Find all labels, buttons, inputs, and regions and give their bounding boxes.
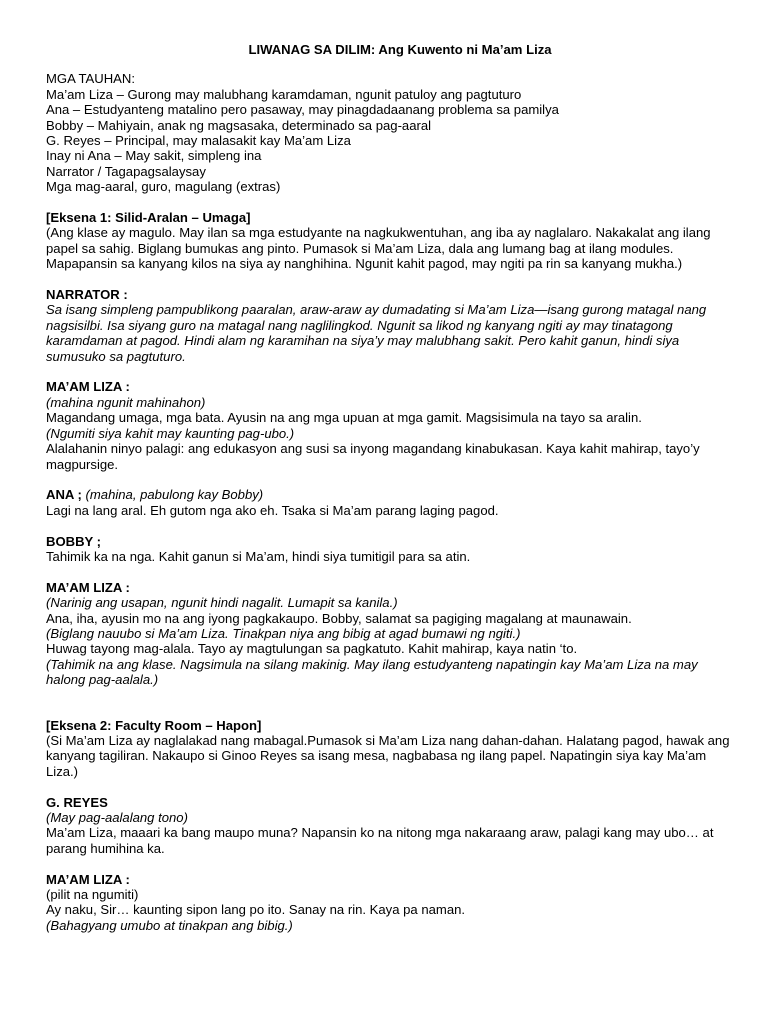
cast-item: Ma’am Liza – Gurong may malubhang karamdaman, ngunit patuloy ang pagtuturo [46, 86, 522, 102]
dialogue-line: Magandang umaga, mga bata. Ayusin na ang mga upuan at mga gamit. Magsisimula na tayo sa aralin. [46, 410, 642, 426]
dialogue-line: Lagi na lang aral. Eh gutom nga ako eh. Tsaka si Ma’am parang laging pagod. [46, 502, 499, 518]
cast-item: Bobby – Mahiyain, anak ng magsasaka, determinado sa pag-aaral [46, 117, 432, 133]
cast-item: G. Reyes – Principal, may malasakit kay Ma’am Liza [46, 133, 351, 149]
scene-heading: [Eksena 1: Silid-Aralan – Umaga] [46, 210, 251, 226]
scene-heading: [Eksena 2: Faculty Room – Hapon] [46, 717, 262, 733]
dialogue-line: Tahimik ka na nga. Kahit ganun si Ma’am, hindi siya tumitigil para sa atin. [46, 548, 471, 564]
dialogue-line: Ma’am Liza, maaari ka bang maupo muna? Napansin ko na nitong mga nakaraang araw, palagi kang may ubo… at parang humihina ka. [46, 825, 714, 856]
speaker-name: MA’AM LIZA : [46, 871, 130, 887]
cast-item: Ana – Estudyanteng matalino pero pasaway, may pinagdadaanang problema sa pamilya [46, 102, 559, 118]
speaker-name: MA’AM LIZA : [46, 579, 130, 595]
stage-direction: (Si Ma’am Liza ay naglalakad nang mabagal.Pumasok si Ma’am Liza nang dahan-dahan. Halatang pagod, hawak ang kanyang tagiliran. Nakaupo si Ginoo Reyes sa isang mesa, nagbabasa ng ilang papel. Napatingin siya kay Ma’am Liza.) [46, 732, 730, 779]
bobby-dialogue-1 [46, 534, 736, 565]
speaker-name: BOBBY ; [46, 533, 102, 549]
stage-direction: (mahina, pabulong kay Bobby) [85, 487, 264, 503]
dialogue-line: Ay naku, Sir… kaunting sipon lang po ito. Sanay na rin. Kaya pa naman. [46, 902, 466, 918]
liza-dialogue-2 [46, 580, 736, 688]
narrator-block [46, 287, 736, 364]
speaker-line [46, 487, 736, 502]
stage-direction: (Ngumiti siya kahit may kaunting pag-ubo.) [46, 425, 295, 441]
document-title: LIWANAG SA DILIM: Ang Kuwento ni Ma’am Liza [248, 42, 552, 57]
cast-item: Inay ni Ana – May sakit, simpleng ina [46, 148, 262, 164]
script-page [46, 42, 736, 933]
stage-direction: (Narinig ang usapan, ngunit hindi nagalit. Lumapit sa kanila.) [46, 595, 398, 611]
stage-direction: (May pag-aalalang tono) [46, 809, 188, 825]
cast-heading: MGA TAUHAN: [46, 71, 136, 87]
narration-text: Sa isang simpleng pampublikong paaralan, araw-araw ay dumadating si Ma’am Liza—isang gurong matagal nang nagsisilbi. Isa siyang guro na matagal nang naglilingkod. Ngunit sa likod ng kanyang ngiti ay may tinatagong karamdaman at pagod. Hindi alam ng karamihan na siya’y may malubhang sakit. Pero kahit ganun, hindi siya sumusuko sa pagtuturo. [46, 302, 707, 364]
ana-dialogue-1 [46, 487, 736, 518]
speaker-name: NARRATOR : [46, 287, 128, 303]
scene-1 [46, 210, 736, 272]
stage-direction: (mahina ngunit mahinahon) [46, 394, 206, 410]
stage-direction: (Bahagyang umubo at tinakpan ang bibig.) [46, 917, 293, 933]
scene-2 [46, 718, 736, 780]
cast-item: Mga mag-aaral, guro, magulang (extras) [46, 179, 281, 195]
cast-item: Narrator / Tagapagsalaysay [46, 163, 206, 179]
cast-list [46, 71, 736, 194]
stage-direction: (pilit na ngumiti) [46, 887, 139, 902]
speaker-name: G. REYES [46, 794, 108, 810]
speaker-name: MA’AM LIZA : [46, 379, 130, 395]
reyes-dialogue-1 [46, 795, 736, 857]
speaker-name: ANA ; [46, 487, 82, 503]
liza-dialogue-1 [46, 379, 736, 471]
stage-direction: (Ang klase ay magulo. May ilan sa mga estudyante na nagkukwentuhan, ang iba ay naglalaro. Nakakalat ang ilang papel sa sahig. Biglang bumukas ang pinto. Pumasok si Ma’am Liza, dala ang lumang bag at ilang modules. Mapapansin sa kanyang kilos na siya ay nanghihina. Ngunit kahit pagod, may ngiti pa rin sa kanyang mukha.) [46, 225, 711, 272]
dialogue-line: Huwag tayong mag-alala. Tayo ay magtulungan sa pagkatuto. Kahit mahirap, kaya natin ‘to. [46, 641, 578, 657]
stage-direction: (Tahimik na ang klase. Nagsimula na silang makinig. May ilang estudyanteng napatingin kay Ma’am Liza na may halong pag-aalala.) [46, 656, 698, 688]
dialogue-line: Ana, iha, ayusin mo na ang iyong pagkakaupo. Bobby, salamat sa pagiging magalang at maunawain. [46, 610, 632, 626]
stage-direction: (Biglang nauubo si Ma’am Liza. Tinakpan niya ang bibig at agad bumawi ng ngiti.) [46, 625, 521, 641]
liza-dialogue-3 [46, 872, 736, 934]
dialogue-line: Alalahanin ninyo palagi: ang edukasyon ang susi sa inyong magandang kinabukasan. Kaya kahit mahirap, tayo’y magpursige. [46, 441, 700, 472]
